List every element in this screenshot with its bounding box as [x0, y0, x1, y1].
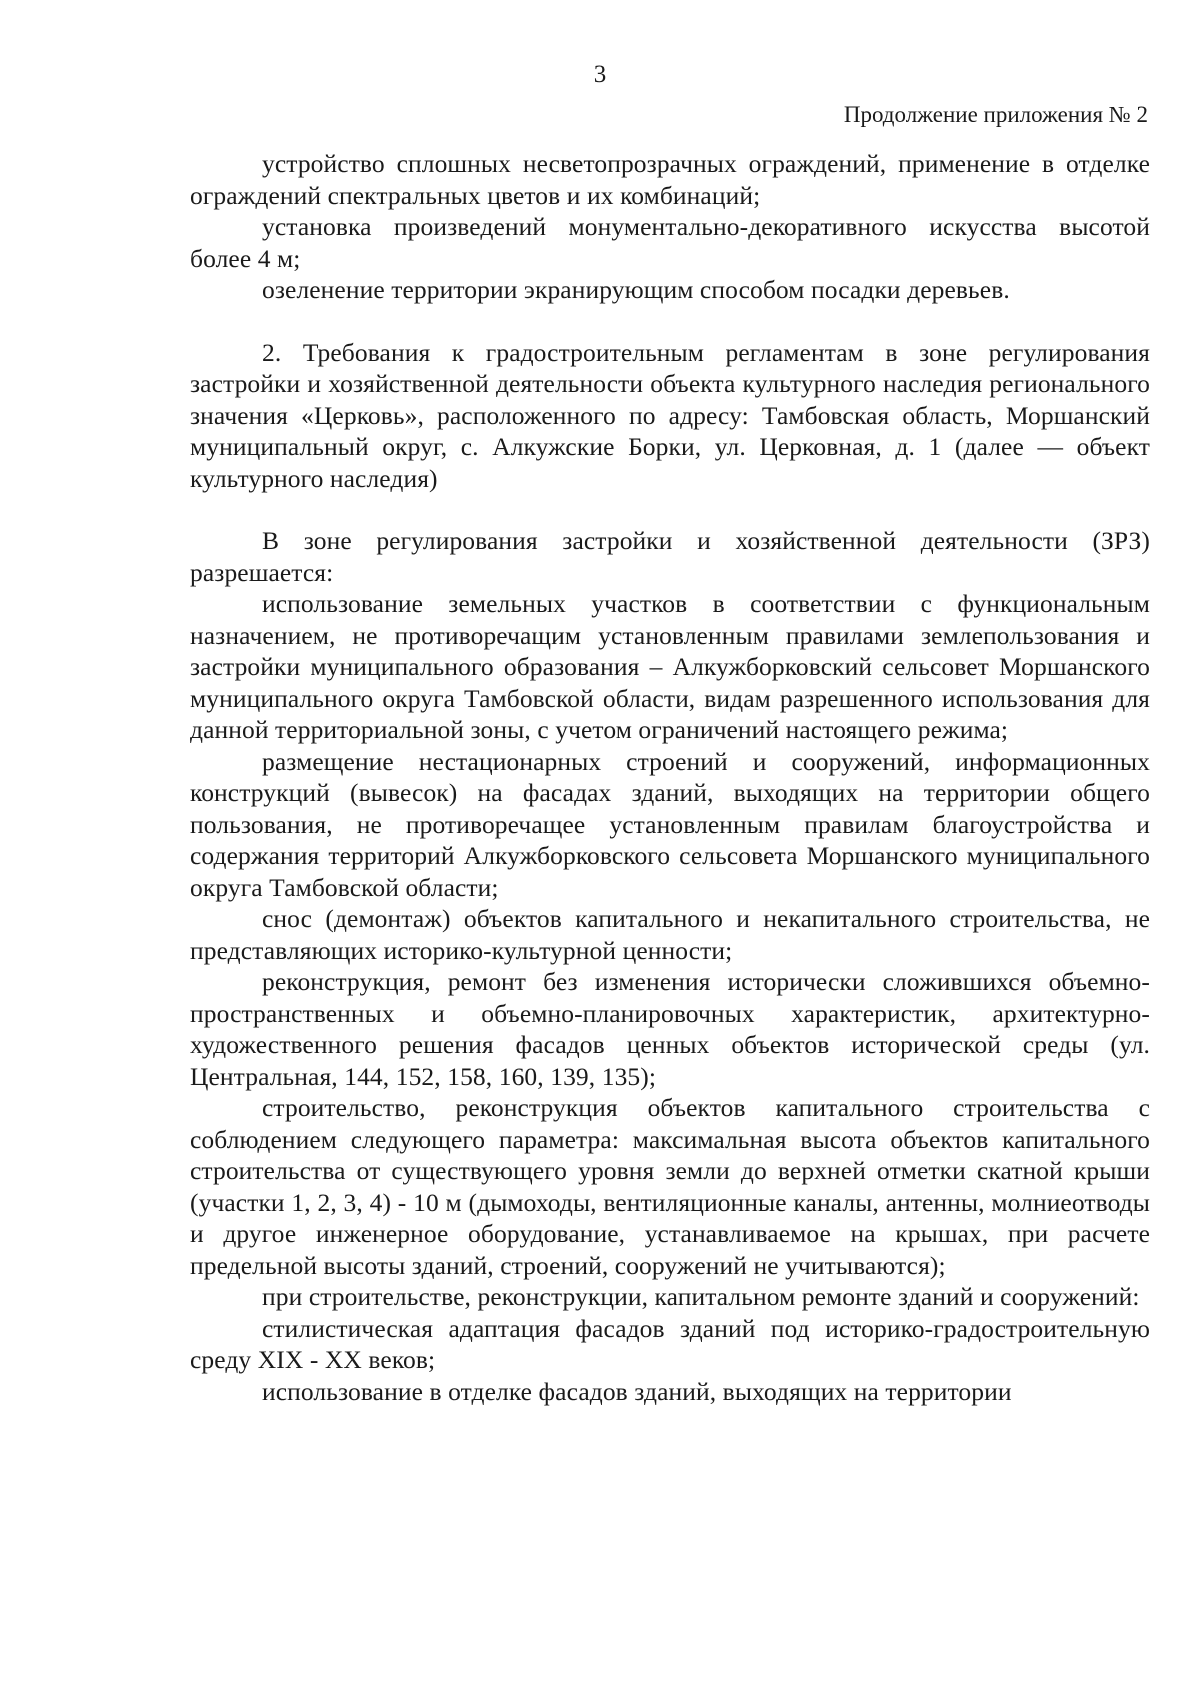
- paragraph-monumental-art: установка произведений монументально-декоративного искусства высотой более 4 м;: [190, 212, 1150, 273]
- paragraph-reconstruction: реконструкция, ремонт без изменения исторически сложившихся объемно-пространственных и объемно-планировочных характеристик, архитектурно-художественного решения фасадов ценных объектов исторической среды (ул. Центральная, 144, 152, 158, 160, 139, 135);: [190, 967, 1150, 1091]
- paragraph-facade-finishing: использование в отделке фасадов зданий, выходящих на территории: [262, 1376, 1012, 1406]
- continuation-label: Продолжение приложения № 2: [843, 102, 1148, 127]
- section-heading-2: 2. Требования к градостроительным регламентам в зоне регулирования застройки и хозяйственной деятельности объекта культурного наследия регионального значения «Церковь», расположенного по адресу: Тамбовская область, Моршанский муниципальный округ, с. Алкужские Борки, ул. Церковная, д. 1 (далее — объект культурного наследия): [190, 337, 1150, 493]
- paragraph-capital-repair: при строительстве, реконструкции, капитальном ремонте зданий и сооружений:: [262, 1282, 1140, 1311]
- paragraph-landscaping: озеленение территории экранирующим способом посадки деревьев.: [262, 275, 1010, 304]
- paragraph-fencing: устройство сплошных несветопрозрачных ограждений, применение в отделке ограждений спектральных цветов и их комбинаций;: [190, 149, 1150, 210]
- paragraph-non-stationary: размещение нестационарных строений и сооружений, информационных конструкций (вывесок) на фасадах зданий, выходящих на территории общего пользования, не противоречащее установленным правилам благоустройства и содержания территорий Алкужборковского сельсовета Моршанского муниципального округа Тамбовской области;: [190, 746, 1150, 902]
- paragraph-construction-height: строительство, реконструкция объектов капитального строительства с соблюдением следующего параметра: максимальная высота объектов капитального строительства от существующего уровня земли до верхней отметки скатной крыши (участки 1, 2, 3, 4) - 10 м (дымоходы, вентиляционные каналы, антенны, молниеотводы и другое инженерное оборудование, устанавливаемое на крышах, при расчете предельной высоты зданий, строений, сооружений не учитываются);: [190, 1093, 1150, 1280]
- paragraph-demolition: снос (демонтаж) объектов капитального и некапитального строительства, не представляющих историко-культурной ценности;: [190, 904, 1150, 965]
- paragraph-land-use: использование земельных участков в соответствии с функциональным назначением, не противоречащим установленным правилами землепользования и застройки муниципального образования – Алкужборковский сельсовет Моршанского муниципального округа Тамбовской области, видам разрешенного использования для данной территориальной зоны, с учетом ограничений настоящего режима;: [190, 589, 1150, 744]
- paragraph-zrz-allowed: В зоне регулирования застройки и хозяйственной деятельности (ЗРЗ) разрешается:: [190, 526, 1150, 587]
- paragraph-stylistic-adaptation: стилистическая адаптация фасадов зданий под историко-градостроительную среду XIX - XX веков;: [190, 1313, 1150, 1374]
- page-number: 3: [593, 61, 607, 88]
- document-body: [190, 148, 1150, 1407]
